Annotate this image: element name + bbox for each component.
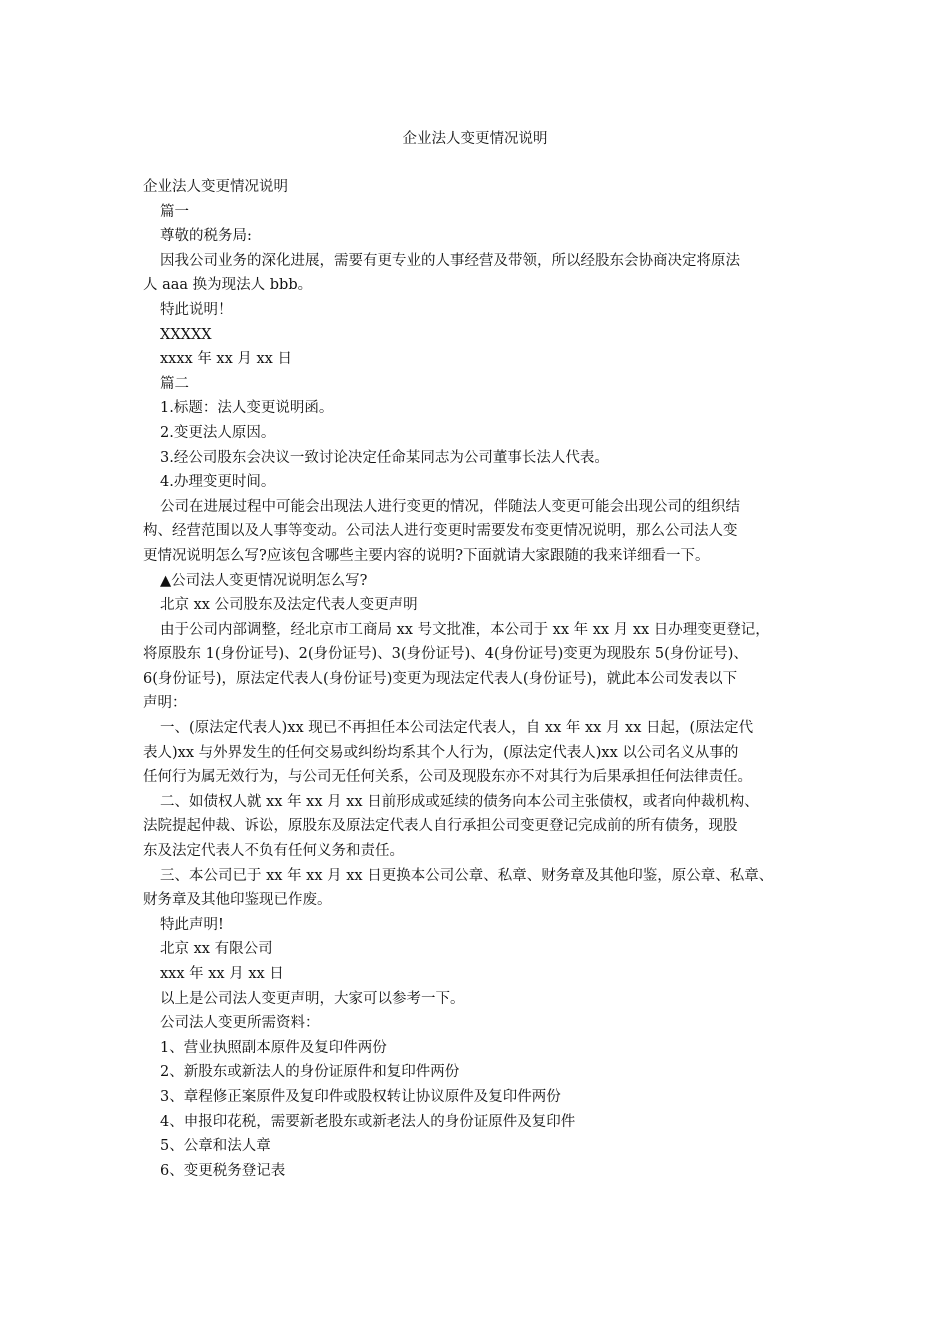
text-line: 因我公司业务的深化进展，需要有更专业的人事经营及带领，所以经股东会协商决定将原法 bbox=[160, 252, 740, 269]
text-line: 由于公司内部调整，经北京市工商局 xx 号文批准，本公司于 xx 年 xx 月 xx 日办理变更登记， bbox=[160, 621, 770, 638]
text-line: 6、变更税务登记表 bbox=[160, 1162, 286, 1179]
text-line: 2.变更法人原因。 bbox=[160, 424, 276, 441]
text-line: 篇一 bbox=[160, 203, 189, 220]
text-line: ▲公司法人变更情况说明怎么写? bbox=[160, 572, 368, 589]
text-line: 财务章及其他印鉴现已作废。 bbox=[143, 892, 332, 909]
text-line: 特此说明！ bbox=[160, 301, 233, 318]
text-line: 企业法人变更情况说明 bbox=[143, 179, 288, 195]
text-line: 1、营业执照副本原件及复印件两份 bbox=[160, 1039, 387, 1056]
text-line: 北京 xx 公司股东及法定代表人变更声明 bbox=[160, 597, 418, 614]
text-line: 更情况说明怎么写?应该包含哪些主要内容的说明?下面就请大家跟随的我来详细看一下。 bbox=[143, 547, 710, 564]
text-line: 法院提起仲裁、诉讼，原股东及原法定代表人自行承担公司变更登记完成前的所有债务，现股 bbox=[143, 818, 738, 835]
text-line: 二、如债权人就 xx 年 xx 月 xx 日前形成或延续的债务向本公司主张债权，或者向仲裁机构、 bbox=[160, 793, 759, 810]
text-line: 人 aaa 换为现法人 bbb。 bbox=[143, 277, 313, 294]
text-line: 表人)xx 与外界发生的任何交易或纠纷均系其个人行为，(原法定代表人)xx 以公司名义从事的 bbox=[143, 744, 739, 761]
document-title: 企业法人变更情况说明 bbox=[402, 131, 548, 147]
text-line: 2、新股东或新法人的身份证原件和复印件两份 bbox=[160, 1064, 460, 1081]
text-line: xxx 年 xx 月 xx 日 bbox=[160, 966, 284, 982]
text-line: 将原股东 1(身份证号)、2(身份证号)、3(身份证号)、4(身份证号)变更为现股东 5(身份证号)、 bbox=[143, 646, 748, 663]
text-line: 公司法人变更所需资料： bbox=[160, 1015, 320, 1032]
text-line: 篇二 bbox=[160, 375, 189, 392]
text-line: 东及法定代表人不负有任何义务和责任。 bbox=[143, 843, 404, 860]
text-line: 以上是公司法人变更声明，大家可以参考一下。 bbox=[160, 990, 465, 1007]
text-line: 北京 xx 有限公司 bbox=[160, 941, 273, 958]
text-line: 1.标题：法人变更说明函。 bbox=[160, 400, 334, 417]
text-line: xxxx 年 xx 月 xx 日 bbox=[160, 351, 292, 368]
text-line: 构、经营范围以及人事等变动。公司法人进行变更时需要发布变更情况说明，那么公司法人变 bbox=[143, 523, 738, 540]
text-line: 任何行为属无效行为，与公司无任何关系，公司及现股东亦不对其行为后果承担任何法律责任。 bbox=[143, 769, 752, 786]
document-body bbox=[143, 175, 823, 1183]
text-line: 3.经公司股东会决议一致讨论决定任命某同志为公司董事长法人代表。 bbox=[160, 449, 609, 466]
text-line: 4、申报印花税，需要新老股东或新老法人的身份证原件及复印件 bbox=[160, 1113, 576, 1130]
text-line: 4.办理变更时间。 bbox=[160, 474, 276, 491]
text-line: 声明： bbox=[143, 695, 187, 712]
text-line: XXXXX bbox=[160, 326, 212, 343]
text-line: 3、章程修正案原件及复印件或股权转让协议原件及复印件两份 bbox=[160, 1088, 561, 1105]
text-line: 三、本公司已于 xx 年 xx 月 xx 日更换本公司公章、私章、财务章及其他印鉴，原公章、私章、 bbox=[160, 867, 774, 884]
text-line: 公司在进展过程中可能会出现法人进行变更的情况，伴随法人变更可能会出现公司的组织结 bbox=[160, 498, 740, 515]
text-line: 特此声明! bbox=[160, 916, 224, 933]
text-line: 6(身份证号)，原法定代表人(身份证号)变更为现法定代表人(身份证号)，就此本公司发表以下 bbox=[143, 670, 738, 687]
text-line: 5、公章和法人章 bbox=[160, 1138, 271, 1155]
text-line: 尊敬的税务局: bbox=[160, 228, 252, 245]
text-line: 一、(原法定代表人)xx 现已不再担任本公司法定代表人，自 xx 年 xx 月 xx 日起，(原法定代 bbox=[160, 720, 754, 737]
